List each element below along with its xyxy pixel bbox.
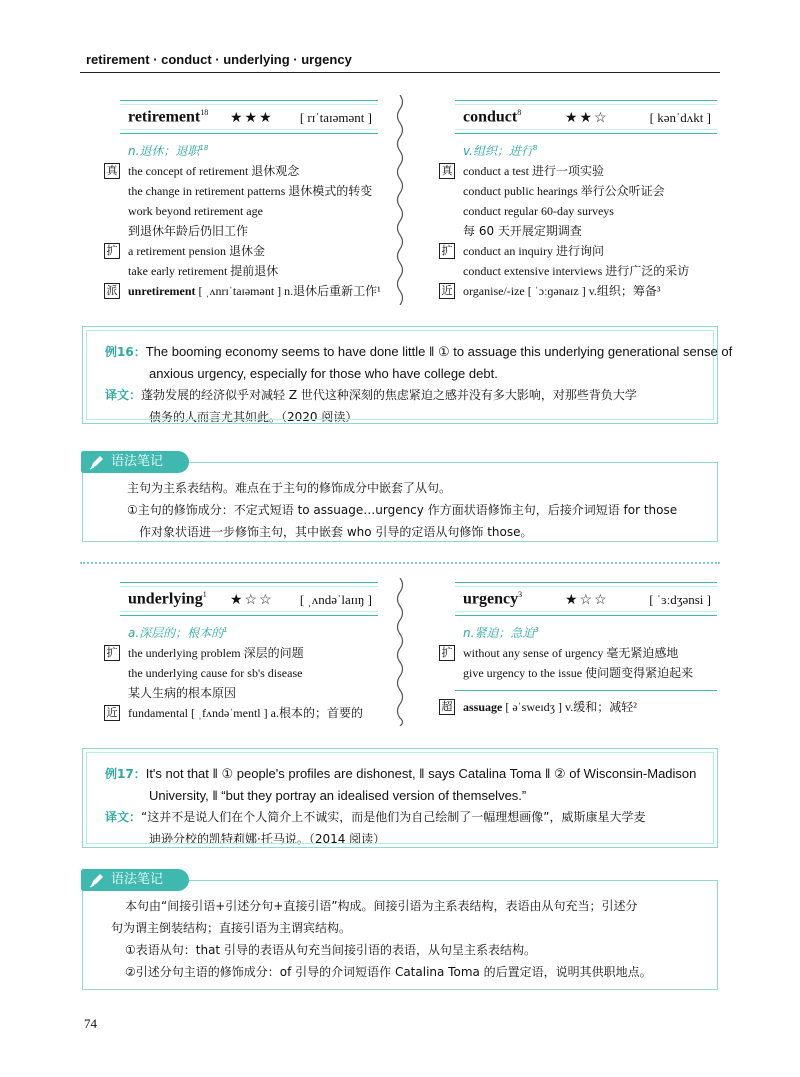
list-item: the change in retirement patterns 退休模式的转变 <box>128 184 373 198</box>
list-item: 扩 the underlying problem 深层的问题 <box>120 643 378 663</box>
phonetic: [ kənˈdʌkt ] <box>649 110 711 125</box>
list-item: 某人生病的根本原因 <box>128 686 237 700</box>
frequency-stars: ★☆☆ <box>565 592 609 608</box>
part-of-speech: a.深层的；根本的$^1$ <box>128 626 228 640</box>
entry-head <box>120 100 378 134</box>
part-of-speech: n.紧迫；急迫$^3$ <box>463 626 539 640</box>
list-item: the underlying cause for sb's disease <box>128 666 303 680</box>
example-sentence: anxious urgency, especially for those who have college debt. <box>149 366 498 381</box>
headword: underlying$^1$ <box>128 590 207 608</box>
translation: 债务的人而言尤其如此。（2020 阅读） <box>149 410 358 424</box>
section-divider <box>80 562 720 564</box>
grammar-note-tab: 语法笔记 <box>81 869 189 891</box>
headword: retirement$^{18}$ <box>128 108 209 126</box>
running-header: retirement · conduct · underlying · urgency <box>86 52 352 67</box>
entry-head <box>455 100 717 134</box>
example-sentence: 例16：The booming economy seems to have done little ‖ ① to assuage this underlying generational sense of <box>105 344 733 359</box>
translation: 迪逊分校的凯特莉娜·托马说。（2014 阅读） <box>149 832 386 846</box>
derivative: 派 unretirement [ ˌʌnrɪˈtaɪəmənt ] n.退休后重新工作¹ <box>120 281 378 301</box>
entry-conduct <box>441 100 717 301</box>
headword: conduct$^8$ <box>463 108 522 126</box>
header-rule <box>80 72 720 73</box>
list-item: 扩 without any sense of urgency 毫无紧迫感地 <box>455 643 717 663</box>
list-item: 每 60 天开展定期调查 <box>463 224 582 238</box>
entry-head <box>120 582 378 616</box>
entry-head <box>455 582 717 616</box>
list-item: 真 the concept of retirement 退休观念 <box>120 161 378 181</box>
translation: 译文：蓬勃发展的经济似乎对减轻 Z 世代这种深刻的焦虑紧迫之感并没有多大影响，对那些背负大学 <box>105 388 637 402</box>
list-item: conduct regular 60-day surveys <box>463 204 614 218</box>
list-item: take early retirement 提前退休 <box>128 264 279 278</box>
example-sentence: University, ‖ “but they portray an idealised version of themselves.” <box>149 788 527 803</box>
entry-underlying <box>106 582 378 723</box>
list-item: conduct public hearings 举行公众听证会 <box>463 184 665 198</box>
grammar-note-1 <box>82 454 718 542</box>
note-line: ①主句的修饰成分：不定式短语 to assuage…urgency 作方面状语修饰主句，后接介词短语 for those <box>127 503 678 517</box>
entry-rule <box>455 683 717 691</box>
entry-urgency <box>441 582 717 717</box>
list-item: 扩 conduct an inquiry 进行询问 <box>455 241 717 261</box>
pen-icon <box>89 872 105 888</box>
headword: urgency$^3$ <box>463 590 523 608</box>
phonetic: [ ˌʌndəˈlaɪɪŋ ] <box>299 592 372 607</box>
list-item: work beyond retirement age <box>128 204 263 218</box>
part-of-speech: v.组织；进行$^8$ <box>463 144 538 158</box>
synonym: 近 fundamental [ ˌfʌndəˈmentl ] a.根本的；首要的 <box>120 703 378 723</box>
advanced-word: 超 assuage [ əˈsweɪdʒ ] v.缓和；减轻² <box>455 697 717 717</box>
grammar-note-2 <box>82 872 718 990</box>
example-box-17 <box>82 748 718 848</box>
part-of-speech: n.退休；退职$^{18}$ <box>128 144 209 158</box>
entry-retirement <box>106 100 381 301</box>
example-sentence: 例17：It's not that ‖ ① people's profiles are dishonest, ‖ says Catalina Toma ‖ ② of Wisconsin-Madison <box>105 766 697 781</box>
ornament-divider <box>395 578 405 726</box>
phonetic: [ rɪˈtaɪəmənt ] <box>299 110 372 125</box>
list-item: 真 conduct a test 进行一项实验 <box>455 161 717 181</box>
page-number: 74 <box>84 1016 97 1031</box>
translation: 译文：“这并不是说人们在个人简介上不诚实，而是他们为自己绘制了一幅理想画像”，威斯康星大学麦 <box>105 810 646 824</box>
synonym: 近 organise/-ize [ ˈɔːɡənaɪz ] v.组织；筹备³ <box>455 281 717 301</box>
ornament-divider <box>395 95 405 305</box>
example-box-16 <box>82 326 733 424</box>
phonetic: [ ˈɜːdʒənsi ] <box>649 592 711 607</box>
note-line: 句为谓主倒装结构；直接引语为主谓宾结构。 <box>111 921 352 935</box>
grammar-note-tab: 语法笔记 <box>81 451 189 473</box>
list-item: 到退休年龄后仍旧工作 <box>128 224 249 238</box>
list-item: give urgency to the issue 使问题变得紧迫起来 <box>463 666 694 680</box>
note-line: 本句由“间接引语+引述分句+直接引语”构成。间接引语为主系表结构，表语由从句充当；引述分 <box>125 899 638 913</box>
pen-icon <box>89 454 105 470</box>
note-line: 作对象状语进一步修饰主句，其中嵌套 who 引导的定语从句修饰 those。 <box>139 525 533 539</box>
list-item: 扩 a retirement pension 退休金 <box>120 241 378 261</box>
note-line: 主句为主系表结构。难点在于主句的修饰成分中嵌套了从句。 <box>127 481 452 495</box>
note-line: ①表语从句：that 引导的表语从句充当间接引语的表语，从句呈主系表结构。 <box>125 943 536 957</box>
frequency-stars: ★★☆ <box>565 110 609 126</box>
list-item: conduct extensive interviews 进行广泛的采访 <box>463 264 690 278</box>
frequency-stars: ★☆☆ <box>230 592 274 608</box>
frequency-stars: ★★★ <box>230 110 274 126</box>
note-line: ②引述分句主语的修饰成分：of 引导的介词短语作 Catalina Toma 的后置定语，说明其供职地点。 <box>125 965 652 979</box>
